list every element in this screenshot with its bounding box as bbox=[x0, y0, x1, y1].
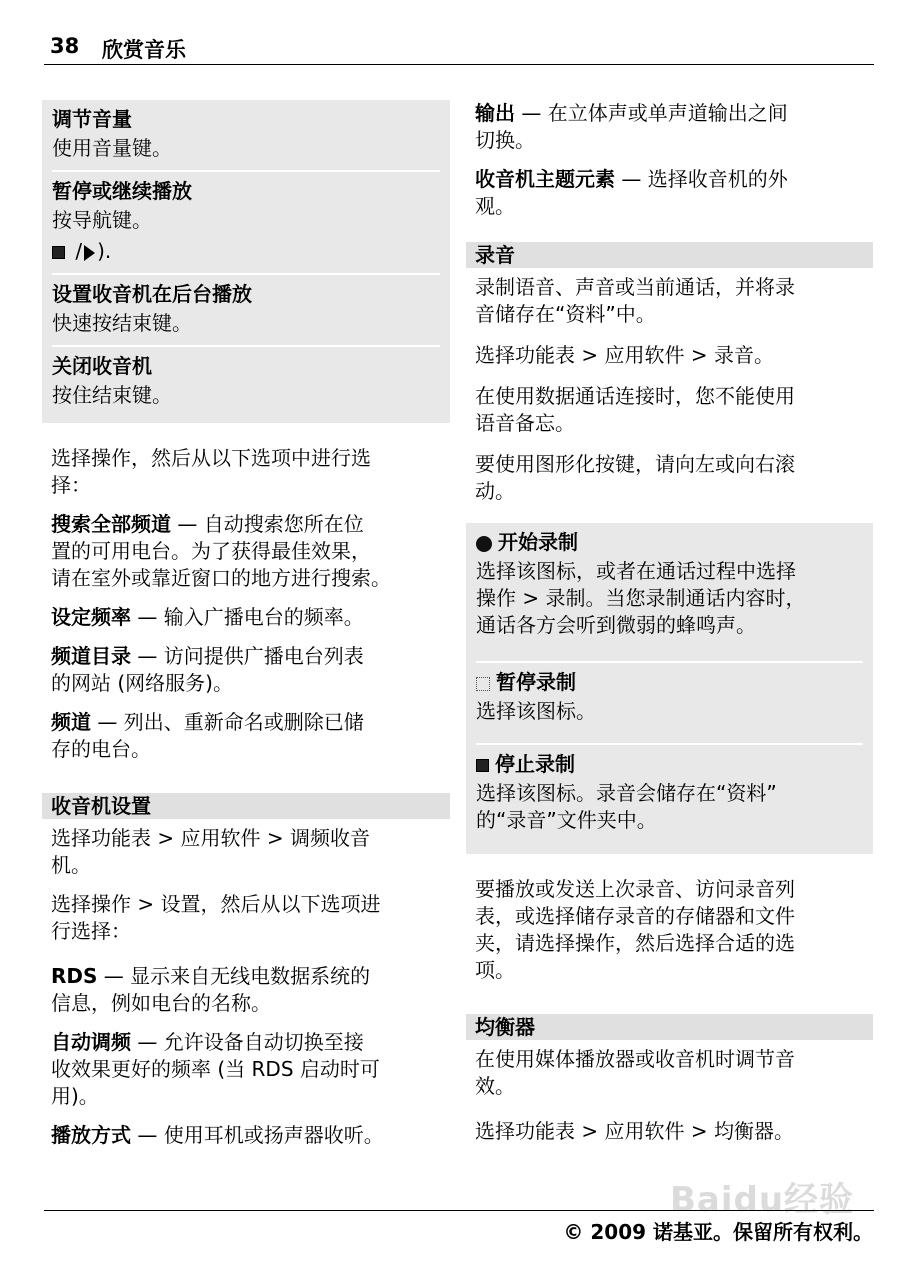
text-line: — 使用耳机或扬声器收听。 bbox=[137, 1123, 384, 1147]
text-line: — 允许设备自动切换至接 bbox=[137, 1030, 364, 1054]
option-term: 收音机主题元素 bbox=[475, 167, 615, 191]
text-line: 选择该图标。 bbox=[476, 699, 596, 723]
text-line: 项。 bbox=[475, 958, 515, 982]
text-line: 存的电台。 bbox=[51, 737, 151, 761]
section-heading-equalizer: 均衡器 bbox=[466, 1014, 873, 1040]
text-line: — 列出、重新命名或删除已储 bbox=[97, 710, 364, 734]
rec-item-title: 暂停录制 bbox=[496, 670, 576, 694]
control-background-play bbox=[52, 275, 440, 347]
control-text: 使用音量键。 bbox=[52, 136, 172, 160]
option-channels bbox=[42, 709, 450, 763]
control-text: 快速按结束键。 bbox=[52, 311, 192, 335]
control-close-radio bbox=[52, 347, 440, 423]
page-header bbox=[44, 36, 874, 65]
text-line: 选择功能表 > 应用软件 > 调频收音 bbox=[51, 826, 370, 850]
text-line: 置的可用电台。为了获得最佳效果， bbox=[51, 539, 371, 563]
stop-square-icon bbox=[52, 246, 65, 259]
option-term: RDS bbox=[51, 964, 98, 988]
setting-play-mode bbox=[42, 1122, 450, 1149]
left-column bbox=[42, 100, 450, 1161]
recorder-controls-box bbox=[466, 523, 873, 854]
footer-divider bbox=[44, 1210, 874, 1211]
radio-settings-intro bbox=[42, 891, 450, 945]
rec-stop-title bbox=[476, 749, 863, 780]
section-heading-recorder: 录音 bbox=[466, 242, 873, 268]
text-line: 的网站 (网络服务)。 bbox=[51, 671, 233, 695]
control-title: 暂停或继续播放 bbox=[52, 179, 192, 203]
option-radio-theme bbox=[466, 166, 873, 220]
control-title: 关闭收音机 bbox=[52, 354, 152, 378]
rec-pause bbox=[476, 663, 863, 745]
text-line: 选择功能表 > 应用软件 > 录音。 bbox=[475, 343, 774, 367]
control-title: 设置收音机在后台播放 bbox=[52, 282, 252, 306]
watermark-text: Baidu经验 bbox=[670, 1180, 855, 1220]
text-line: 选择该图标，或者在通话过程中选择 bbox=[476, 559, 796, 583]
text-line: 选择该图标。录音会储存在“资料” bbox=[476, 781, 777, 805]
icon-separator: / bbox=[75, 239, 83, 263]
text-line: 夹，请选择操作，然后选择合适的选 bbox=[475, 931, 795, 955]
icon-suffix: ). bbox=[97, 239, 112, 263]
setting-rds bbox=[42, 963, 450, 1017]
text-line: — 显示来自无线电数据系统的 bbox=[103, 964, 371, 988]
option-term: 播放方式 bbox=[51, 1123, 131, 1147]
text-line: — 访问提供广播电台列表 bbox=[137, 644, 364, 668]
text-line: 选择功能表 > 应用软件 > 均衡器。 bbox=[475, 1119, 794, 1143]
copyright-footer: © 2009 诺基亚。保留所有权利。 bbox=[563, 1220, 873, 1244]
option-term: 设定频率 bbox=[51, 605, 131, 629]
page-number: 38 bbox=[50, 34, 80, 58]
text-line: 要使用图形化按键，请向左或向右滚 bbox=[475, 452, 795, 476]
option-term: 搜索全部频道 bbox=[51, 512, 171, 536]
text-line: 选择操作，然后从以下选项中进行选 bbox=[51, 446, 371, 470]
pause-icon bbox=[476, 677, 490, 691]
text-line: 效。 bbox=[475, 1074, 515, 1098]
text-line: 择： bbox=[51, 473, 91, 497]
radio-controls-box bbox=[42, 100, 450, 423]
option-channel-directory bbox=[42, 643, 450, 697]
rec-item-title: 停止录制 bbox=[495, 752, 575, 776]
recorder-path bbox=[466, 342, 873, 369]
right-column bbox=[466, 100, 873, 1157]
control-text: 按住结束键。 bbox=[52, 383, 172, 407]
rec-start bbox=[476, 523, 863, 663]
text-line: 机。 bbox=[51, 853, 91, 877]
text-line: 动。 bbox=[475, 479, 515, 503]
control-pause-resume bbox=[52, 172, 440, 275]
text-line: 音储存在“资料”中。 bbox=[475, 302, 656, 326]
recorder-intro bbox=[466, 274, 873, 328]
text-line: — 自动搜索您所在位 bbox=[177, 512, 364, 536]
text-line: 用)。 bbox=[51, 1084, 99, 1108]
control-volume bbox=[52, 100, 440, 172]
text-line: 收效果更好的频率 (当 RDS 启动时可 bbox=[51, 1057, 380, 1081]
baidu-watermark bbox=[640, 1150, 870, 1220]
rec-pause-title bbox=[476, 667, 863, 698]
text-line: 信息，例如电台的名称。 bbox=[51, 991, 271, 1015]
recorder-playback-note bbox=[466, 876, 873, 984]
text-line: 观。 bbox=[475, 194, 515, 218]
option-term: 输出 bbox=[475, 101, 515, 125]
section-heading-radio-settings: 收音机设置 bbox=[42, 793, 450, 819]
chapter-title: 欣赏音乐 bbox=[102, 38, 186, 62]
option-term: 频道 bbox=[51, 710, 91, 734]
text-line: 通话各方会听到微弱的蜂鸣声。 bbox=[476, 613, 756, 637]
option-term: 自动调频 bbox=[51, 1030, 131, 1054]
play-triangle-icon bbox=[84, 245, 95, 261]
text-line: 选择操作 > 设置，然后从以下选项进 bbox=[51, 892, 381, 916]
text-line: 表，或选择储存录音的存储器和文件 bbox=[475, 904, 795, 928]
control-title: 调节音量 bbox=[52, 107, 132, 131]
text-line: 请在室外或靠近窗口的地方进行搜索。 bbox=[51, 566, 391, 590]
setting-auto-tune bbox=[42, 1029, 450, 1110]
option-output bbox=[466, 100, 873, 154]
option-term: 频道目录 bbox=[51, 644, 131, 668]
text-line: 在使用数据通话连接时，您不能使用 bbox=[475, 384, 795, 408]
recorder-data-call-note bbox=[466, 383, 873, 437]
equalizer-intro bbox=[466, 1046, 873, 1100]
text-line: 录制语音、声音或当前通话，并将录 bbox=[475, 275, 795, 299]
radio-settings-path bbox=[42, 825, 450, 879]
text-line: 要播放或发送上次录音、访问录音列 bbox=[475, 877, 795, 901]
options-intro bbox=[42, 445, 450, 499]
text-line: 切换。 bbox=[475, 128, 535, 152]
recorder-scroll-note bbox=[466, 451, 873, 505]
text-line: — 选择收音机的外 bbox=[621, 167, 788, 191]
equalizer-path bbox=[466, 1118, 873, 1145]
option-search-all bbox=[42, 511, 450, 592]
text-line: 在使用媒体播放器或收音机时调节音 bbox=[475, 1047, 795, 1071]
option-set-frequency bbox=[42, 604, 450, 631]
rec-stop bbox=[476, 745, 863, 854]
text-line: — 输入广播电台的频率。 bbox=[137, 605, 364, 629]
text-line: 语音备忘。 bbox=[475, 411, 575, 435]
text-line: 的“录音”文件夹中。 bbox=[476, 808, 657, 832]
text-line: 操作 > 录制。当您录制通话内容时， bbox=[476, 586, 806, 610]
stop-square-icon bbox=[476, 759, 489, 772]
text-line: — 在立体声或单声道输出之间 bbox=[521, 101, 788, 125]
text-line: 行选择： bbox=[51, 919, 131, 943]
rec-item-title: 开始录制 bbox=[498, 530, 578, 554]
pause-play-icons bbox=[52, 238, 440, 265]
rec-start-title bbox=[476, 527, 863, 558]
control-text: 按导航键。 bbox=[52, 208, 152, 232]
record-dot-icon bbox=[476, 536, 492, 552]
